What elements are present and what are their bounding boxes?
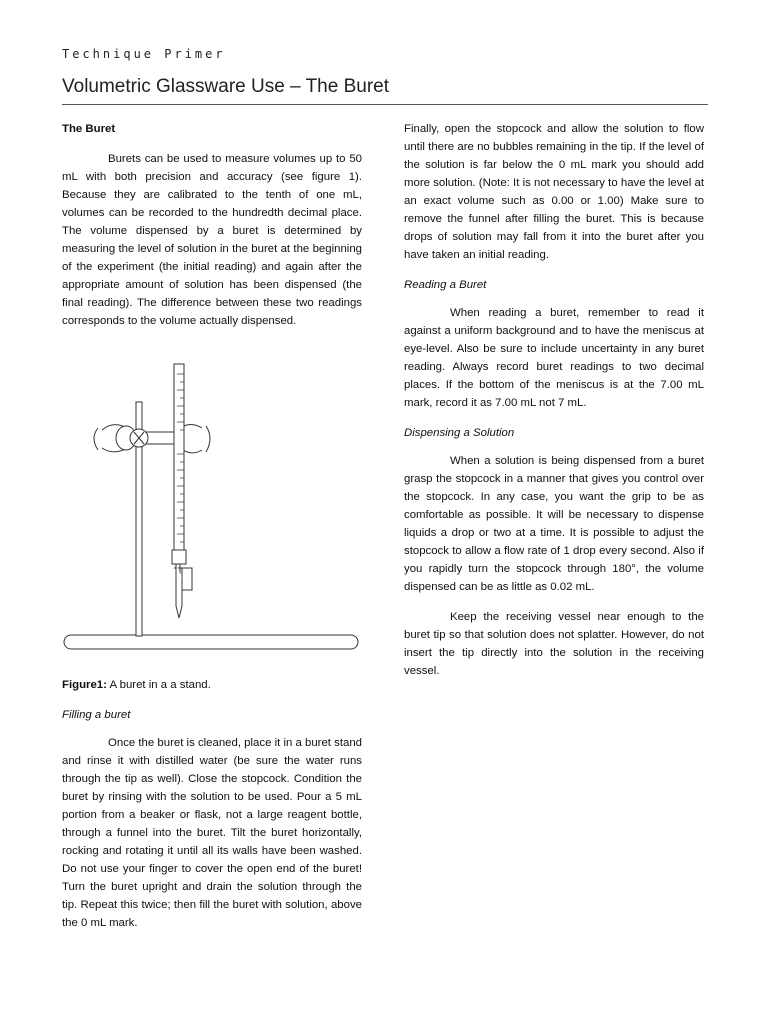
buret-intro-paragraph: Burets can be used to measure volumes up to 50 mL with both precision and accuracy (see figure 1). Because they are calibrated to the tenth of one mL, volumes can be recorded to the hundredth decimal place. The volume dispensed by a buret is determined by measuring the level of solution in the buret at the beginning of the experiment (the initial reading) and again after the appropriate amount of solution has been dispensed (the final reading). The difference between these two readings corresponds to the volume actually dispensed. xyxy=(62,153,362,327)
section-heading-reading: Reading a Buret xyxy=(404,279,487,291)
caption-label: Figure1: xyxy=(62,679,107,691)
right-column xyxy=(404,120,704,692)
buret-stand-figure xyxy=(62,352,362,662)
buret-tip xyxy=(176,564,182,618)
filling-continued-paragraph: Finally, open the stopcock and allow the solution to flow until there are no bubbles remaining in the tip. If the level of the solution is far below the 0 mL mark you should add more solution. (Note: It is not necessary to have the level at an exact volume such as 0.00 or 1.00) Make sure to remove the funnel after filling the buret. This is because drops of solution may fall from it into the buret after you have taken an initial reading. xyxy=(404,123,704,261)
figure-caption xyxy=(62,676,362,694)
caption-text: A buret in a a stand. xyxy=(106,679,211,691)
stand-base xyxy=(64,635,358,649)
dispensing-paragraph: When a solution is being dispensed from a buret grasp the stopcock in a manner that gives you control over the stopcock. In any case, you want the grip to be as comfortable as possible. It will be necessary to dispense liquids a drop or two at a time. It is possible to adjust the stopcock to allow a flow rate of 1 drop every second. Also if you rapidly turn the stopcock through 180°, the volume dispensed can be as little as 0.02 mL. xyxy=(404,455,704,593)
filling-paragraph: Once the buret is cleaned, place it in a buret stand and rinse it with distilled water (be sure the water runs through the tip as well). Close the stopcock. Condition the buret by rinsing with the solution to be used. Pour a 5 mL portion from a beaker or flask, not a large reagent bottle, through a funnel into the buret. Tilt the buret horizontally, rocking and rotating it until all its walls have been washed. Do not use your finger to cover the open end of the buret! Turn the buret upright and drain the solution through the tip. Repeat this twice; then fill the buret with solution, above the 0 mL mark. xyxy=(62,737,362,929)
reading-paragraph: When reading a buret, remember to read it against a uniform background and to have the meniscus at eye-level. Also be sure to include uncertainty in any buret reading. Always record buret readings to two decimal places. If the bottom of the meniscus is at the 7.00 mL mark, record it as 7.00 mL not 7 mL. xyxy=(404,307,704,409)
section-heading-dispensing: Dispensing a Solution xyxy=(404,427,515,439)
stopcock xyxy=(172,550,186,564)
page-title: Volumetric Glassware Use – The Buret xyxy=(62,76,390,97)
receiving-vessel-paragraph: Keep the receiving vessel near enough to the buret tip so that solution does not splatter. However, do not insert the tip directly into the solution in the receiving vessel. xyxy=(404,611,704,677)
section-heading-the-buret: The Buret xyxy=(62,123,116,135)
left-column xyxy=(62,120,362,944)
section-heading-filling: Filling a buret xyxy=(62,709,131,721)
page-kicker: Technique Primer xyxy=(62,47,226,61)
buret-tube xyxy=(174,364,184,550)
buret-clamp xyxy=(94,425,210,453)
title-rule xyxy=(62,104,708,105)
